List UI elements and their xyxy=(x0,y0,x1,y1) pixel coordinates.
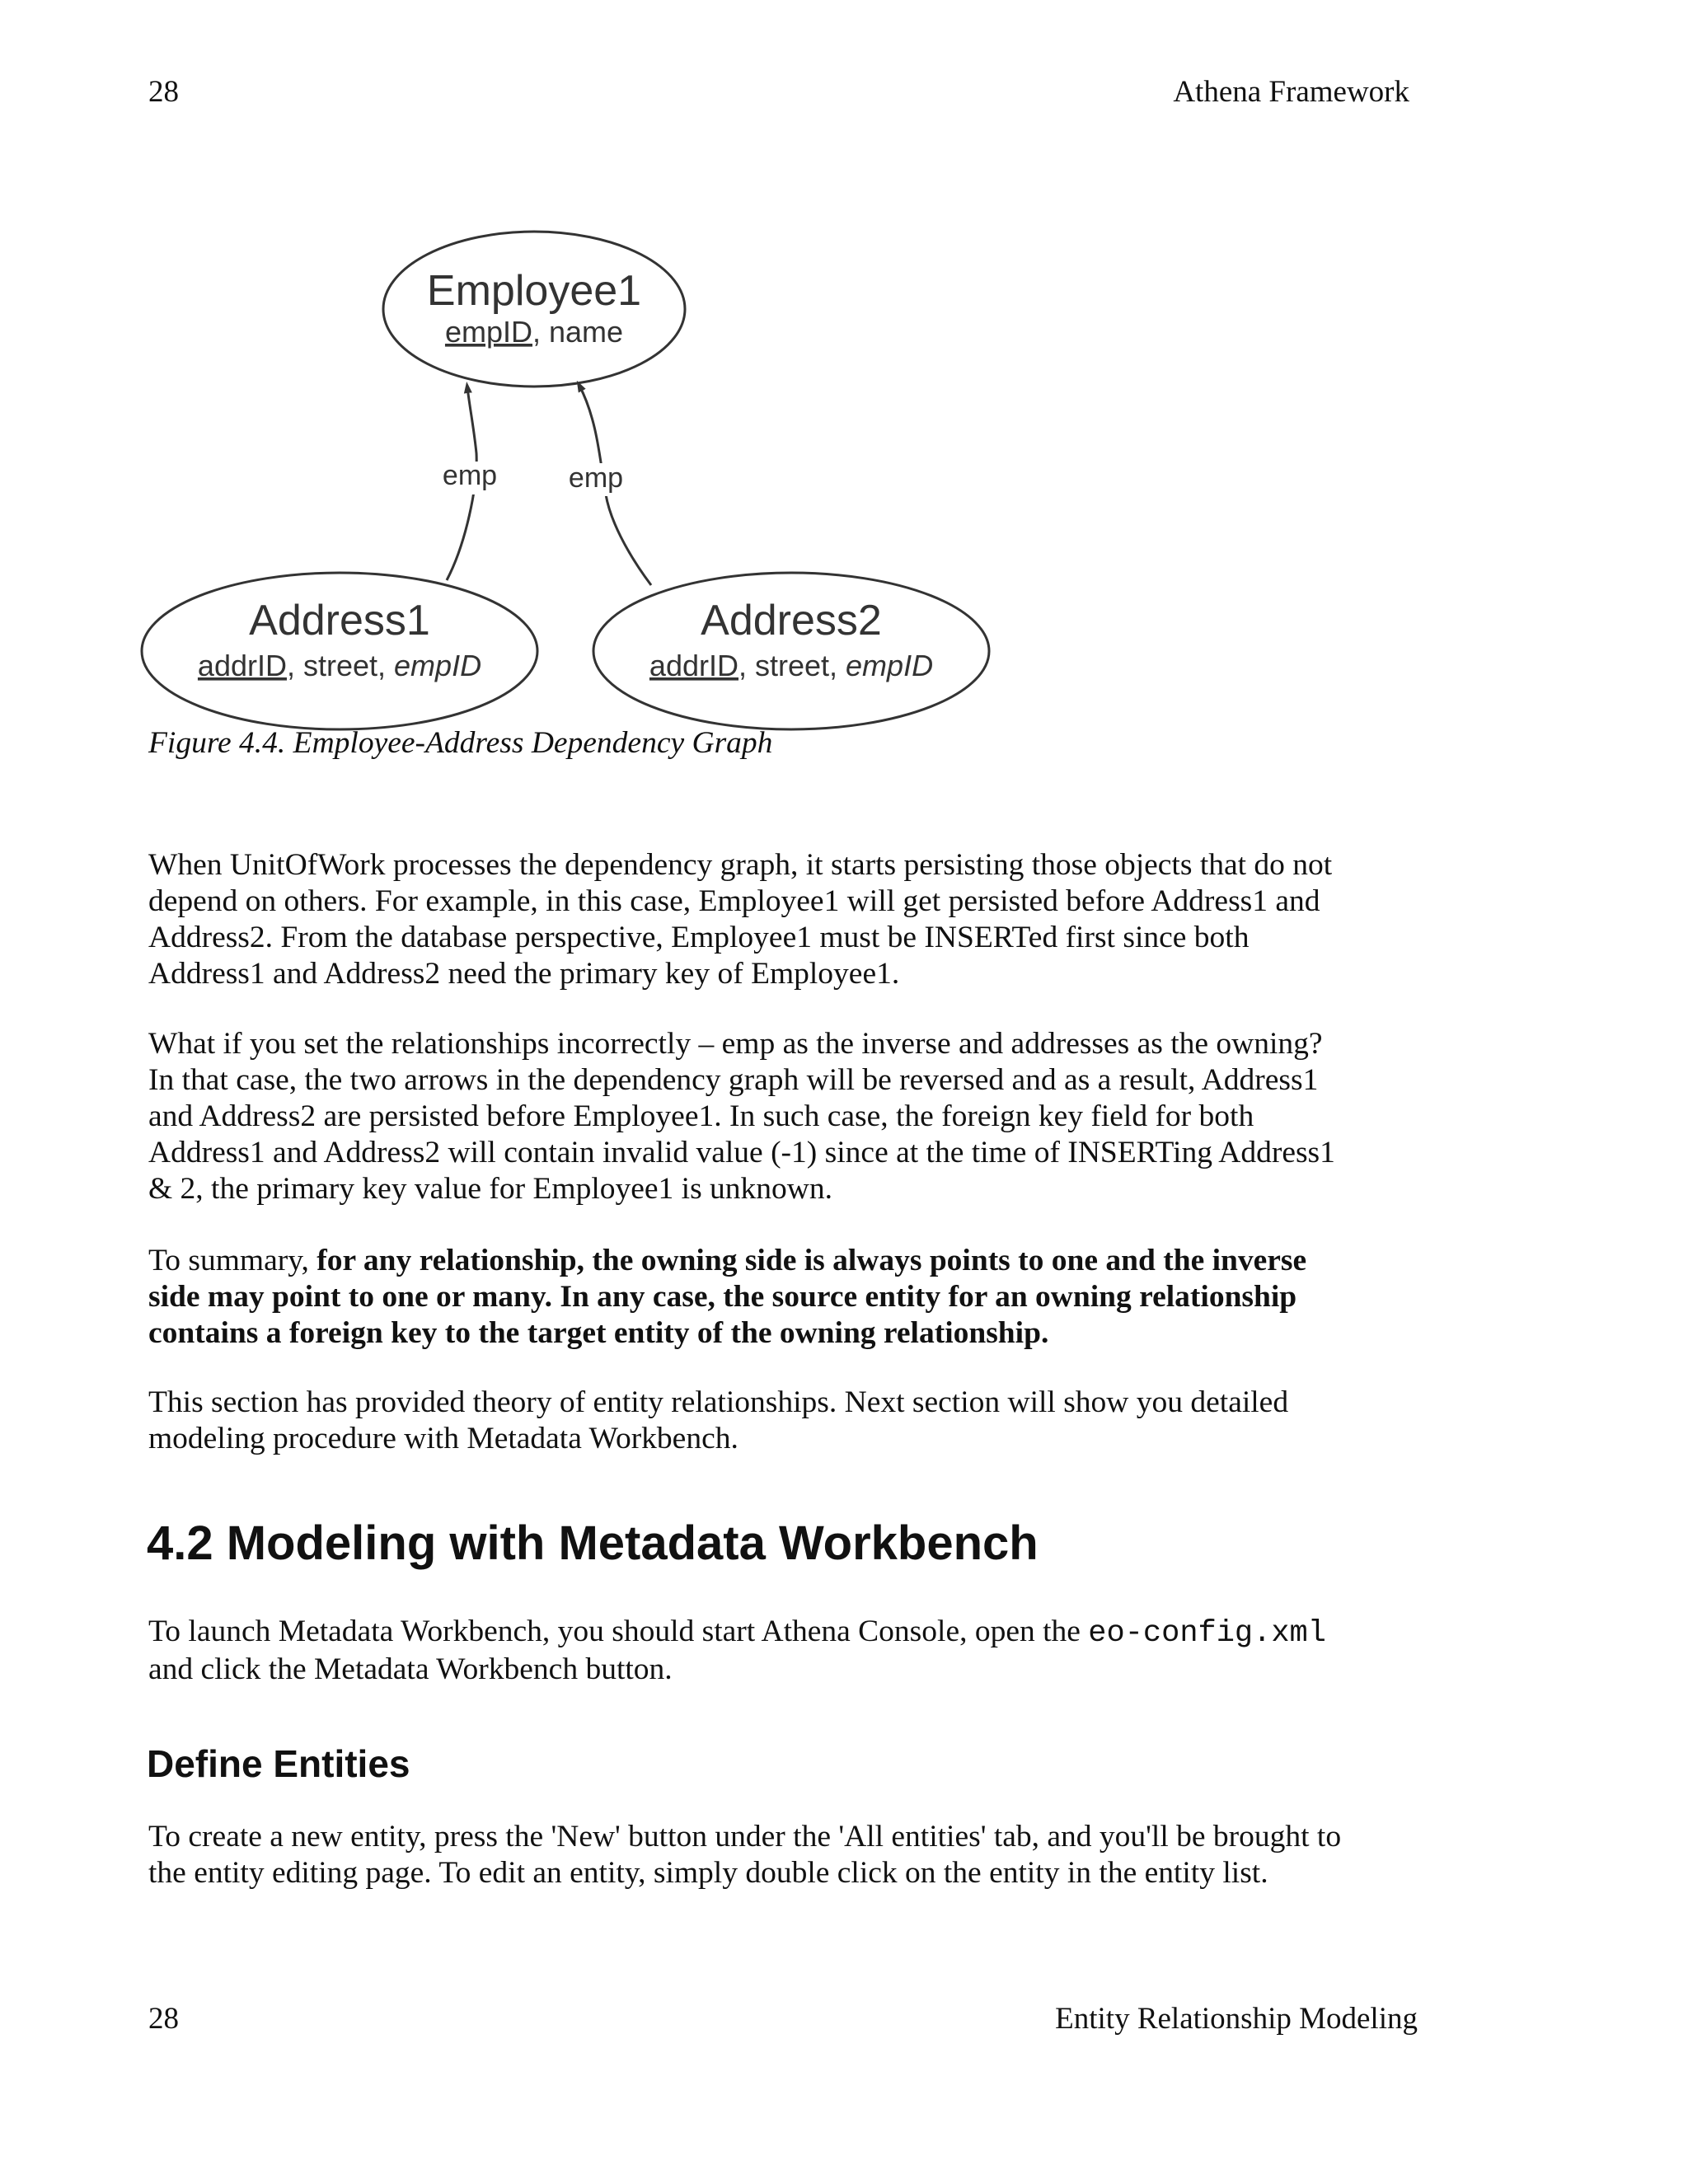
p1-line: Address2. From the database perspective, Employee1 must be INSERTed first since both xyxy=(148,921,1250,954)
paragraph-2 xyxy=(148,1026,1442,1207)
address1-key: addrID xyxy=(197,649,287,682)
paragraph-5 xyxy=(148,1614,1442,1688)
dependency-graph xyxy=(140,223,1014,733)
address2-node xyxy=(593,573,989,729)
header-title: Athena Framework xyxy=(1173,75,1409,109)
paragraph-3-summary xyxy=(148,1243,1442,1352)
p2-line: In that case, the two arrows in the dependency graph will be reversed and as a result, Address1 xyxy=(148,1063,1319,1097)
address1-node xyxy=(142,573,537,729)
address1-fk: empID xyxy=(394,649,482,682)
section-heading: 4.2 Modeling with Metadata Workbench xyxy=(147,1516,1039,1570)
paragraph-4 xyxy=(148,1385,1442,1457)
paragraph-6 xyxy=(148,1819,1442,1891)
p1-line: Address1 and Address2 need the primary key of Employee1. xyxy=(148,957,900,991)
p1-line: When UnitOfWork processes the dependency graph, it starts persisting those objects that do not xyxy=(148,848,1333,882)
address1-name: Address1 xyxy=(249,597,430,644)
p3-bold-3: contains a foreign key to the target entity of the owning relationship. xyxy=(148,1316,1049,1350)
p3-line xyxy=(148,1243,1442,1279)
p2-line: and Address2 are persisted before Employee1. In such case, the foreign key field for both xyxy=(148,1099,1254,1133)
p4-line: modeling procedure with Metadata Workbench. xyxy=(148,1422,738,1455)
p5-line-2: and click the Metadata Workbench button. xyxy=(148,1652,673,1686)
employee1-attributes xyxy=(445,315,623,349)
p4-line: This section has provided theory of entity relationships. Next section will show you detailed xyxy=(148,1385,1289,1419)
address2-rest: , street, xyxy=(738,649,846,682)
edge-label-emp-2: emp xyxy=(568,462,624,494)
employee1-rest: , name xyxy=(532,315,624,349)
p6-line: the entity editing page. To edit an entity, simply double click on the entity in the entity list. xyxy=(148,1856,1268,1890)
address2-key: addrID xyxy=(649,649,738,682)
edge-label-emp-1: emp xyxy=(442,460,498,491)
address2-attributes xyxy=(649,649,933,682)
employee1-key: empID xyxy=(444,315,532,349)
address2-name: Address2 xyxy=(701,597,882,644)
p3-bold-1: for any relationship, the owning side is always points to one and the inverse xyxy=(316,1244,1307,1277)
config-file-name: eo-config.xml xyxy=(1088,1616,1326,1651)
header-page-number: 28 xyxy=(148,75,179,109)
address1-rest: , street, xyxy=(286,649,395,682)
p6-line: To create a new entity, press the 'New' button under the 'All entities' tab, and you'll be brought to xyxy=(148,1820,1342,1854)
address1-attributes xyxy=(198,649,481,682)
figure-caption: Figure 4.4. Employee-Address Dependency Graph xyxy=(148,726,773,760)
employee1-node xyxy=(383,232,685,387)
subsection-heading: Define Entities xyxy=(147,1742,410,1785)
p5-text: To launch Metadata Workbench, you should start Athena Console, open the xyxy=(148,1615,1089,1648)
p1-line: depend on others. For example, in this case, Employee1 will get persisted before Address1 and xyxy=(148,884,1320,918)
p3-bold-2: side may point to one or many. In any case, the source entity for an owning relationship xyxy=(148,1280,1297,1314)
p3-prefix: To summary, xyxy=(148,1244,317,1277)
address2-fk: empID xyxy=(846,649,934,682)
p2-line: What if you set the relationships incorrectly – emp as the inverse and addresses as the owning? xyxy=(148,1027,1323,1061)
p2-line: & 2, the primary key value for Employee1 is unknown. xyxy=(148,1172,833,1206)
p2-line: Address1 and Address2 will contain invalid value (-1) since at the time of INSERTing Address1 xyxy=(148,1136,1335,1169)
employee1-name: Employee1 xyxy=(426,267,642,315)
footer-title: Entity Relationship Modeling xyxy=(1055,2002,1418,2036)
p5-line-1 xyxy=(148,1614,1442,1652)
paragraph-1 xyxy=(148,847,1442,992)
footer-page-number: 28 xyxy=(148,2002,179,2036)
